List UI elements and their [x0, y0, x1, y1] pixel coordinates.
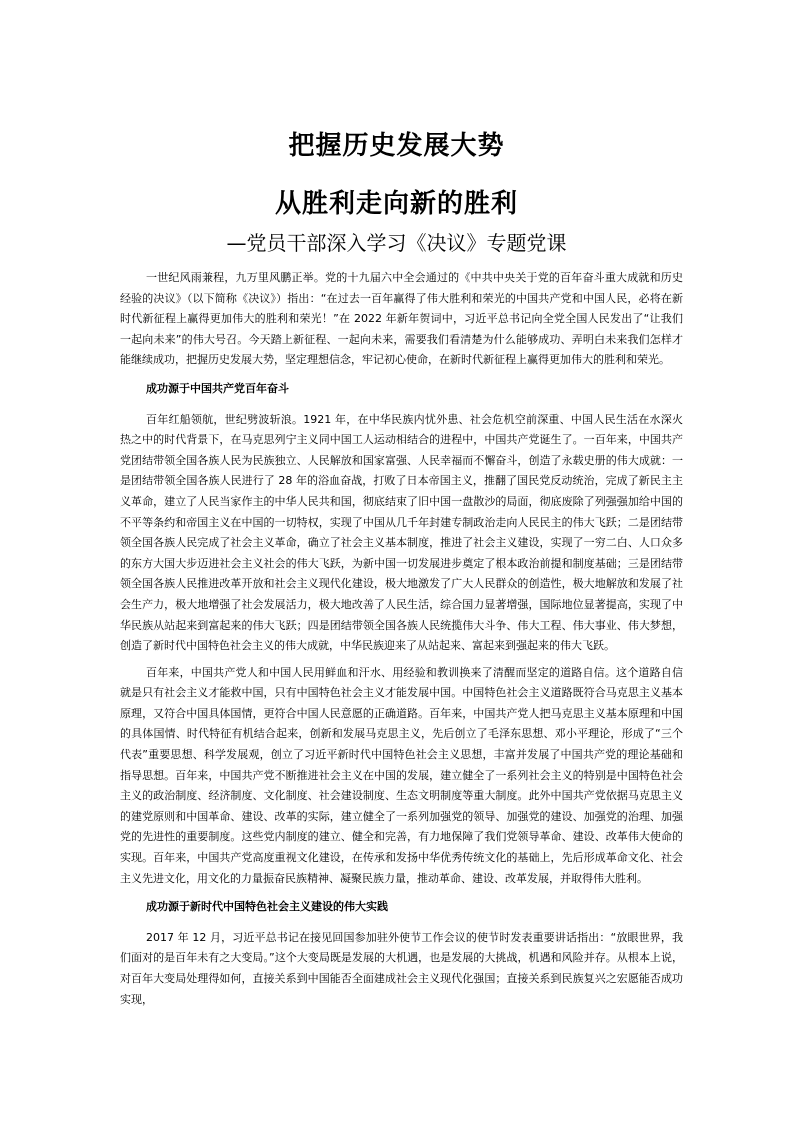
section-2-paragraph-1: 2017 年 12 月，习近平总书记在接见回国参加驻外使节工作会议的使节时发表重要讲话指出：“放眼世界，我们面对的是百年未有之大变局。”这个大变局既是发展的大机遇，也是发展的大挑战，机遇和风险并存。从根本上说，对百年大变局处理得如何，直接关系到中国能否全面建成社会主义现代化强国；直接关系到民族复兴之宏愿能否成功实现，	[120, 930, 683, 1006]
intro-paragraph: 一世纪风雨兼程，九万里风鹏正举。党的十九届六中全会通过的《中共中央关于党的百年奋斗重大成就和历史经验的决议》（以下简称《决议》）指出：“在过去一百年赢得了伟大胜利和荣光的中国共产党和中国人民，必将在新时代新征程上赢得更加伟大的胜利和荣光！”在 2022 年新年贺词中，习近平总书记向全党全国人民发出了“让我们一起向未来”的伟大号召。今天踏上新征程、一起向未来，需要我们看清楚为什么能够成功、弄明白未来我们怎样才能继续成功，把握历史发展大势，坚定理想信念，牢记初心使命，在新时代新征程上赢得更加伟大的胜利和荣光。	[120, 271, 683, 367]
document-body	[120, 268, 683, 1010]
document-title-line-1: 把握历史发展大势	[288, 131, 505, 162]
section-1-paragraph-1: 百年红船领航，世纪劈波斩浪。1921 年，在中华民族内忧外患、社会危机空前深重、中国人民生活在水深火热之中的时代背景下，在马克思列宁主义同中国工人运动相结合的进程中，中国共产党诞生了。一百年来，中国共产党团结带领全国各族人民为民族独立、人民解放和国家富强、人民幸福而不懈奋斗，创造了永载史册的伟大成就：一是团结带领全国各族人民进行了 28 年的浴血奋战，打败了日本帝国主义，推翻了国民党反动统治，完成了新民主主义革命，建立了人民当家作主的中华人民共和国，彻底结束了旧中国一盘散沙的局面，彻底废除了列强强加给中国的不平等条约和帝国主义在中国的一切特权，实现了中国从几千年封建专制政治走向人民民主的伟大飞跃；二是团结带领全国各族人民完成了社会主义革命，确立了社会主义基本制度，推进了社会主义建设，实现了一穷二白、人口众多的东方大国大步迈进社会主义社会的伟大飞跃，为新中国一切发展进步奠定了根本政治前提和制度基础；三是团结带领全国各族人民推进改革开放和社会主义现代化建设，极大地激发了广大人民群众的创造性，极大地解放和发展了社会生产力，极大地增强了社会发展活力，极大地改善了人民生活，综合国力显著增强，国际地位显著提高，实现了中华民族从站起来到富起来的伟大飞跃；四是团结带领全国各族人民统揽伟大斗争、伟大工程、伟大事业、伟大梦想，创造了新时代中国特色社会主义的伟大成就，中华民族迎来了从站起来、富起来到强起来的伟大飞跃。	[120, 412, 683, 653]
section-heading-2: 成功源于新时代中国特色社会主义建设的伟大实践	[146, 900, 388, 914]
section-heading-1: 成功源于中国共产党百年奋斗	[146, 381, 289, 395]
section-1-paragraph-2: 百年来，中国共产党人和中国人民用鲜血和汗水、用经验和教训换来了清醒而坚定的道路自信。这个道路自信就是只有社会主义才能救中国，只有中国特色社会主义才能发展中国。中国特色社会主义道路既符合马克思主义基本原理，又符合中国具体国情，更符合中国人民意愿的正确道路。百年来，中国共产党人把马克思主义基本原理和中国的具体国情、时代特征有机结合起来，创新和发展马克思主义，先后创立了毛泽东思想、邓小平理论，形成了“三个代表”重要思想、科学发展观，创立了习近平新时代中国特色社会主义思想，丰富并发展了中国共产党的理论基础和指导思想。百年来，中国共产党不断推进社会主义在中国的发展，建立健全了一系列社会主义的特别是中国特色社会主义的政治制度、经济制度、文化制度、社会建设制度、生态文明制度等重大制度。此外中国共产党依据马克思主义的建党原则和中国革命、建设、改革的实际，建立健全了一系列加强党的领导、加强党的建设、加强党的治理、加强党的先进性的重要制度。这些党内制度的建立、健全和完善，有力地保障了我们党领导革命、建设、改革伟大使命的实现。百年来，中国共产党高度重视文化建设，在传承和发扬中华优秀传统文化的基础上，先后形成革命文化、社会主义先进文化，用文化的力量振奋民族精神、凝聚民族力量，推动革命、建设、改革发展，并取得伟大胜利。	[120, 665, 683, 885]
document-subtitle: —党员干部深入学习《决议》专题党课	[226, 231, 567, 255]
document-title-line-2: 从胜利走向新的胜利	[274, 189, 518, 220]
